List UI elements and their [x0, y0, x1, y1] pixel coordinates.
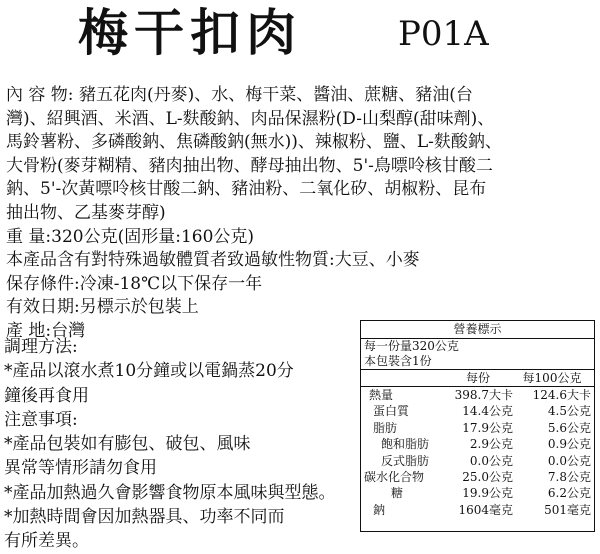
info-line: 大骨粉(麥芽糊精、豬肉抽出物、酵母抽出物、5'-鳥嘌呤核甘酸二 [6, 155, 493, 176]
note-line: 鐘後再食用 [4, 385, 89, 406]
nutrition-row [361, 469, 594, 485]
note-line: *產品以滾水煮10分鐘或以電鍋蒸20分 [4, 361, 294, 382]
info-line: 灣)、紹興酒、米酒、L-麩酸鈉、肉品保濕粉(D-山梨醇(甜味劑)、 [6, 108, 495, 129]
nutrition-row [361, 436, 594, 452]
nutrient-name: 飽和脂肪 [381, 437, 430, 452]
info-line: 抽出物、乙基麥芽醇) [6, 202, 166, 223]
serving-size: 每一份量320公克 [364, 339, 459, 353]
nutrition-serving-info [361, 339, 594, 370]
info-line: 馬鈴薯粉、多磷酸鈉、焦磷酸鈉(無水))、辣椒粉、鹽、L-麩酸鈉、 [6, 132, 502, 153]
nutrient-per-100g: 6.2公克 [547, 486, 591, 501]
nutrition-column-headers [361, 370, 594, 387]
nutrient-per-100g: 0.0公克 [547, 453, 591, 468]
nutrition-rows [361, 387, 594, 518]
weight-line: 重 量:320公克(固形量:160公克) [6, 226, 255, 247]
nutrient-per-100g: 501毫克 [544, 502, 591, 517]
note-line: *加熱時間會因加熱器具、功率不同而 [4, 507, 285, 528]
nutrient-name: 蛋白質 [373, 404, 410, 419]
info-line: 內 容 物: 豬五花肉(丹麥)、水、梅干菜、醬油、蔗糖、豬油(台 [6, 85, 473, 105]
product-title: 梅干扣肉 [78, 3, 302, 62]
nutrient-per-serving: 0.0公克 [469, 453, 513, 468]
origin-line: 產 地:台灣 [6, 320, 86, 341]
nutrient-per-100g: 0.9公克 [547, 437, 591, 452]
nutrient-per-100g: 7.8公克 [547, 469, 591, 484]
nutrient-per-serving: 25.0公克 [462, 469, 513, 484]
nutrient-name: 糖 [391, 486, 404, 501]
instructions [4, 335, 364, 554]
cooking-heading: 調理方法: [4, 337, 78, 357]
nutrient-per-serving: 2.9公克 [469, 437, 513, 452]
nutrition-row [361, 420, 594, 436]
nutrition-heading: 營養標示 [361, 321, 594, 339]
nutrition-row [361, 387, 594, 403]
nutrition-table [360, 320, 595, 532]
note-line: 異常等情形請勿食用 [4, 458, 157, 479]
col-per-100g: 每100公克 [522, 371, 582, 385]
expiry-line: 有效日期:另標示於包裝上 [6, 297, 199, 318]
nutrient-per-100g: 124.6大卡 [532, 388, 591, 402]
nutrition-row [361, 485, 594, 501]
servings-count: 本包裝含1份 [364, 354, 432, 368]
nutrient-per-serving: 17.9公克 [462, 420, 513, 435]
storage-line: 保存條件:冷凍-18℃以下保存一年 [6, 273, 263, 294]
allergen-line: 本產品含有對特殊過敏體質者致過敏性物質:大豆、小麥 [6, 250, 420, 271]
nutrient-name: 熱量 [369, 388, 394, 402]
nutrient-per-serving: 1604毫克 [458, 502, 513, 517]
product-info [6, 84, 598, 344]
nutrition-row [361, 453, 594, 469]
nutrient-name: 反式脂肪 [381, 453, 430, 468]
nutrient-per-100g: 4.5公克 [547, 404, 591, 419]
nutrient-per-100g: 5.6公克 [547, 420, 591, 435]
note-line: 有所差異。 [4, 531, 89, 552]
nutrient-name: 鈉 [373, 502, 386, 517]
col-per-serving: 每份 [465, 371, 490, 385]
nutrient-per-serving: 19.9公克 [462, 486, 513, 501]
nutrition-row [361, 403, 594, 419]
note-line: *產品包裝如有膨包、破包、風味 [4, 434, 251, 455]
nutrition-row [361, 502, 594, 518]
product-code: P01A [398, 14, 489, 54]
caution-heading: 注意事項: [4, 409, 78, 430]
nutrient-per-serving: 398.7大卡 [454, 388, 513, 402]
nutrient-name: 碳水化合物 [364, 469, 425, 484]
info-line: 鈉、5'-次黃嘌呤核甘酸二鈉、豬油粉、二氧化矽、胡椒粉、昆布 [6, 179, 487, 200]
nutrient-name: 脂肪 [373, 420, 398, 435]
nutrient-per-serving: 14.4公克 [462, 404, 513, 419]
note-line: *產品加熱過久會影響食物原本風味與型態。 [4, 482, 336, 503]
